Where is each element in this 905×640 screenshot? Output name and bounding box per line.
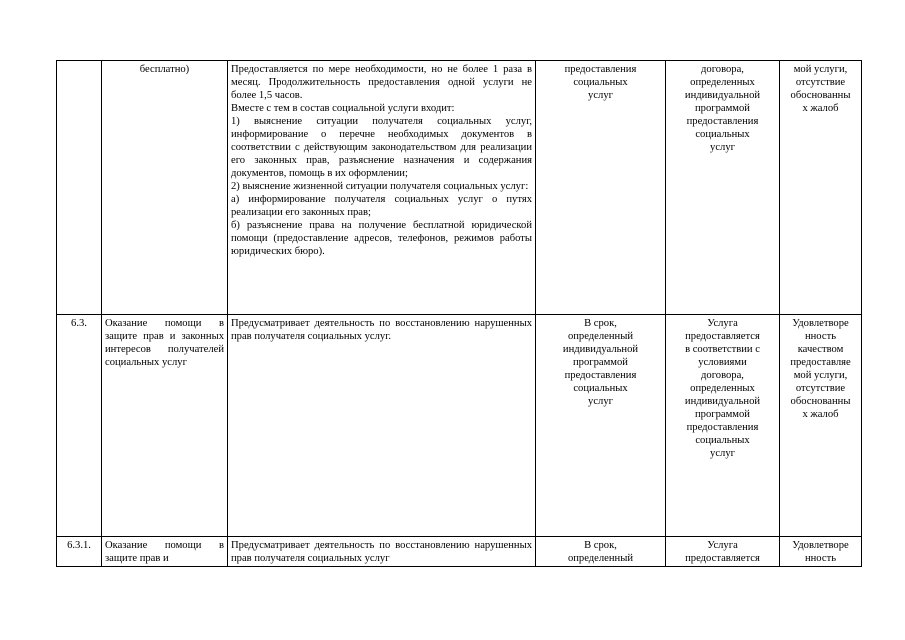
- table-row: [57, 315, 862, 537]
- service-conditions: договора, определенных индивидуальной программой предоставления социальных услуг: [666, 61, 780, 315]
- service-name: Оказание помощи в защите прав и: [102, 537, 228, 567]
- service-quality: мой услуги, отсутствие обоснованны х жалоб: [780, 61, 862, 315]
- service-name: Оказание помощи в защите прав и законных интересов получателей социальных услуг: [102, 315, 228, 537]
- service-term: предоставления социальных услуг: [536, 61, 666, 315]
- service-term: В срок, определенный индивидуальной программой предоставления социальных услуг: [536, 315, 666, 537]
- service-description: Предоставляется по мере необходимости, но не более 1 раза в месяц. Продолжительность предоставления одной услуги не более 1,5 часов. Вместе с тем в состав социальной услуги входит: 1) выяснение ситуации получателя социальных услуг, информирование о перечне необходимых документов в соответствии с действующим законодательством для реализации его законных прав, разъяснение назначения и содержания документов, помощь в их оформлении; 2) выяснение жизненной ситуации получателя социальных услуг: а) информирование получателя социальных услуг о путях реализации его законных прав; б) разъяснение права на получение бесплатной юридической помощи (предоставление адресов, телефонов, режимов работы юридических бюро).: [228, 61, 536, 315]
- services-table: [56, 60, 862, 567]
- service-description: Предусматривает деятельность по восстановлению нарушенных прав получателя социальных услуг: [228, 537, 536, 567]
- service-quality: Удовлетворе нность: [780, 537, 862, 567]
- service-name: бесплатно): [102, 61, 228, 315]
- table-row: [57, 537, 862, 567]
- row-number: 6.3.1.: [57, 537, 102, 567]
- service-conditions: Услуга предоставляется: [666, 537, 780, 567]
- table-row: [57, 61, 862, 315]
- service-description: Предусматривает деятельность по восстановлению нарушенных прав получателя социальных услуг.: [228, 315, 536, 537]
- service-conditions: Услуга предоставляется в соответствии с условиями договора, определенных индивидуальной программой предоставления социальных услуг: [666, 315, 780, 537]
- row-number: [57, 61, 102, 315]
- service-quality: Удовлетворе нность качеством предоставляе мой услуги, отсутствие обоснованны х жалоб: [780, 315, 862, 537]
- row-number: 6.3.: [57, 315, 102, 537]
- service-term: В срок, определенный: [536, 537, 666, 567]
